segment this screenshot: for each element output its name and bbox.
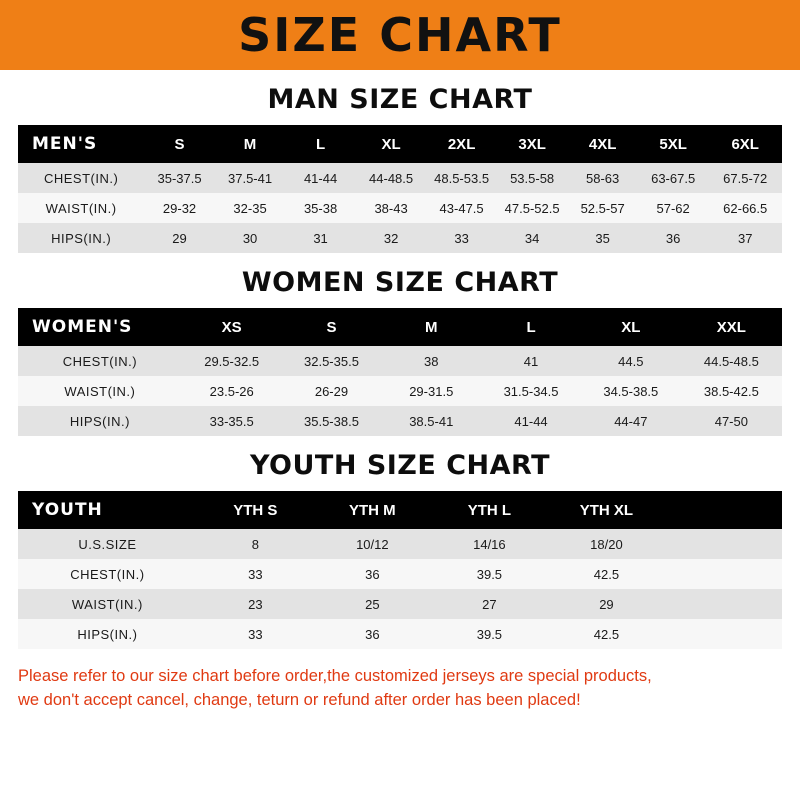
table-youth-r0-c1: 8	[197, 529, 314, 559]
table-women-head	[18, 308, 782, 346]
table-women-r2-c2: 35.5-38.5	[282, 406, 382, 436]
table-man-r1-c9: 62-66.5	[708, 193, 782, 223]
table-man-r0-c9: 67.5-72	[708, 163, 782, 193]
table-women-header-2: S	[282, 308, 382, 346]
table-youth-r1-c3: 39.5	[431, 559, 548, 589]
table-youth-r3-c3: 39.5	[431, 619, 548, 649]
table-women-r0-c4: 41	[481, 346, 581, 376]
table-man-r2-c0: HIPS(IN.)	[18, 223, 144, 253]
table-youth-header-3: YTH L	[431, 491, 548, 529]
table-women-header-4: L	[481, 308, 581, 346]
table-youth-r2-c0: WAIST(IN.)	[18, 589, 197, 619]
table-women-r1-c6: 38.5-42.5	[681, 376, 782, 406]
table-man-header-9: 6XL	[708, 125, 782, 163]
table-row	[18, 346, 782, 376]
table-youth-r3-c2: 36	[314, 619, 431, 649]
table-women-header-6: XXL	[681, 308, 782, 346]
table-man-r1-c1: 29-32	[144, 193, 215, 223]
table-youth-body	[18, 529, 782, 649]
table-women-body	[18, 346, 782, 436]
table-youth-r1-c4: 42.5	[548, 559, 665, 589]
table-women-r1-c0: WAIST(IN.)	[18, 376, 182, 406]
table-youth-r1-c1: 33	[197, 559, 314, 589]
table-women-r0-c5: 44.5	[581, 346, 681, 376]
table-man-r0-c2: 37.5-41	[215, 163, 286, 193]
table-man-r1-c8: 57-62	[638, 193, 709, 223]
banner	[0, 0, 800, 70]
table-man-r1-c4: 38-43	[356, 193, 427, 223]
table-man-r0-c0: CHEST(IN.)	[18, 163, 144, 193]
table-row	[18, 163, 782, 193]
order-policy-note-line-1: Please refer to our size chart before order,the customized jerseys are special products,	[18, 667, 652, 685]
table-man-r0-c5: 48.5-53.5	[426, 163, 497, 193]
table-youth-r1-c5	[665, 559, 782, 589]
table-women-header-5: XL	[581, 308, 681, 346]
table-man-body	[18, 163, 782, 253]
table-man-r1-c6: 47.5-52.5	[497, 193, 568, 223]
table-women-r1-c3: 29-31.5	[381, 376, 481, 406]
section-youth	[18, 450, 782, 649]
table-youth-r0-c3: 14/16	[431, 529, 548, 559]
table-women-r1-c1: 23.5-26	[182, 376, 282, 406]
table-youth-head	[18, 491, 782, 529]
table-youth-header-4: YTH XL	[548, 491, 665, 529]
table-man-r1-c2: 32-35	[215, 193, 286, 223]
table-man-header-5: 2XL	[426, 125, 497, 163]
table-row	[18, 619, 782, 649]
table-man-header-0: MEN'S	[18, 125, 144, 163]
table-man-header-7: 4XL	[567, 125, 638, 163]
table-man-r0-c1: 35-37.5	[144, 163, 215, 193]
table-women-header-0: WOMEN'S	[18, 308, 182, 346]
section-man	[18, 84, 782, 253]
order-policy-note-line-2: we don't accept cancel, change, teturn or refund after order has been placed!	[18, 690, 581, 709]
page-title: SIZE CHART	[238, 8, 562, 62]
table-man-r2-c3: 31	[285, 223, 356, 253]
table-man-header-8: 5XL	[638, 125, 709, 163]
table-man-header-1: S	[144, 125, 215, 163]
table-youth-r1-c2: 36	[314, 559, 431, 589]
table-youth-r2-c2: 25	[314, 589, 431, 619]
table-women-header-1: XS	[182, 308, 282, 346]
table-youth-r3-c4: 42.5	[548, 619, 665, 649]
content	[0, 84, 800, 713]
table-youth-r3-c1: 33	[197, 619, 314, 649]
table-man-r2-c1: 29	[144, 223, 215, 253]
table-man-header-3: L	[285, 125, 356, 163]
table-youth-r2-c5	[665, 589, 782, 619]
table-man-r2-c2: 30	[215, 223, 286, 253]
section-title-youth: YOUTH SIZE CHART	[249, 450, 551, 481]
table-man-r0-c4: 44-48.5	[356, 163, 427, 193]
table-women	[18, 308, 782, 436]
table-man-r1-c0: WAIST(IN.)	[18, 193, 144, 223]
table-women-r2-c3: 38.5-41	[381, 406, 481, 436]
table-women-r1-c5: 34.5-38.5	[581, 376, 681, 406]
table-man-r0-c3: 41-44	[285, 163, 356, 193]
table-man-r1-c5: 43-47.5	[426, 193, 497, 223]
table-man-r0-c8: 63-67.5	[638, 163, 709, 193]
table-man-r0-c7: 58-63	[567, 163, 638, 193]
table-women-r0-c0: CHEST(IN.)	[18, 346, 182, 376]
table-man-r1-c7: 52.5-57	[567, 193, 638, 223]
table-youth	[18, 491, 782, 649]
table-women-r0-c1: 29.5-32.5	[182, 346, 282, 376]
table-youth-r1-c0: CHEST(IN.)	[18, 559, 197, 589]
section-title-man: MAN SIZE CHART	[267, 84, 533, 115]
table-man-header-4: XL	[356, 125, 427, 163]
table-row	[18, 559, 782, 589]
table-youth-r0-c5	[665, 529, 782, 559]
table-man-r2-c6: 34	[497, 223, 568, 253]
table-youth-header-1: YTH S	[197, 491, 314, 529]
table-man-r2-c7: 35	[567, 223, 638, 253]
table-youth-r2-c3: 27	[431, 589, 548, 619]
table-row	[18, 406, 782, 436]
table-women-r0-c3: 38	[381, 346, 481, 376]
table-youth-r2-c4: 29	[548, 589, 665, 619]
table-youth-r0-c0: U.S.SIZE	[18, 529, 197, 559]
table-man-r2-c9: 37	[708, 223, 782, 253]
table-youth-header-2: YTH M	[314, 491, 431, 529]
table-man-r0-c6: 53.5-58	[497, 163, 568, 193]
table-man-r1-c3: 35-38	[285, 193, 356, 223]
table-youth-r3-c5	[665, 619, 782, 649]
table-man-r2-c5: 33	[426, 223, 497, 253]
table-youth-r0-c2: 10/12	[314, 529, 431, 559]
table-women-header-3: M	[381, 308, 481, 346]
table-women-r0-c2: 32.5-35.5	[282, 346, 382, 376]
table-women-r0-c6: 44.5-48.5	[681, 346, 782, 376]
table-man-header-2: M	[215, 125, 286, 163]
table-row	[18, 308, 782, 346]
table-women-r2-c5: 44-47	[581, 406, 681, 436]
table-row	[18, 589, 782, 619]
table-women-r1-c4: 31.5-34.5	[481, 376, 581, 406]
section-women	[18, 267, 782, 436]
table-women-r1-c2: 26-29	[282, 376, 382, 406]
table-row	[18, 125, 782, 163]
table-youth-r2-c1: 23	[197, 589, 314, 619]
table-man-r2-c4: 32	[356, 223, 427, 253]
order-policy-note	[18, 665, 782, 713]
table-row	[18, 491, 782, 529]
section-title-women: WOMEN SIZE CHART	[241, 267, 559, 298]
table-man-head	[18, 125, 782, 163]
table-row	[18, 193, 782, 223]
table-women-r2-c1: 33-35.5	[182, 406, 282, 436]
table-youth-r3-c0: HIPS(IN.)	[18, 619, 197, 649]
table-women-r2-c6: 47-50	[681, 406, 782, 436]
table-women-r2-c0: HIPS(IN.)	[18, 406, 182, 436]
table-row	[18, 223, 782, 253]
table-youth-header-0: YOUTH	[18, 491, 197, 529]
table-youth-header-5	[665, 491, 782, 529]
table-man-header-6: 3XL	[497, 125, 568, 163]
table-youth-r0-c4: 18/20	[548, 529, 665, 559]
table-man-r2-c8: 36	[638, 223, 709, 253]
table-row	[18, 529, 782, 559]
table-women-r2-c4: 41-44	[481, 406, 581, 436]
table-row	[18, 376, 782, 406]
table-man	[18, 125, 782, 253]
